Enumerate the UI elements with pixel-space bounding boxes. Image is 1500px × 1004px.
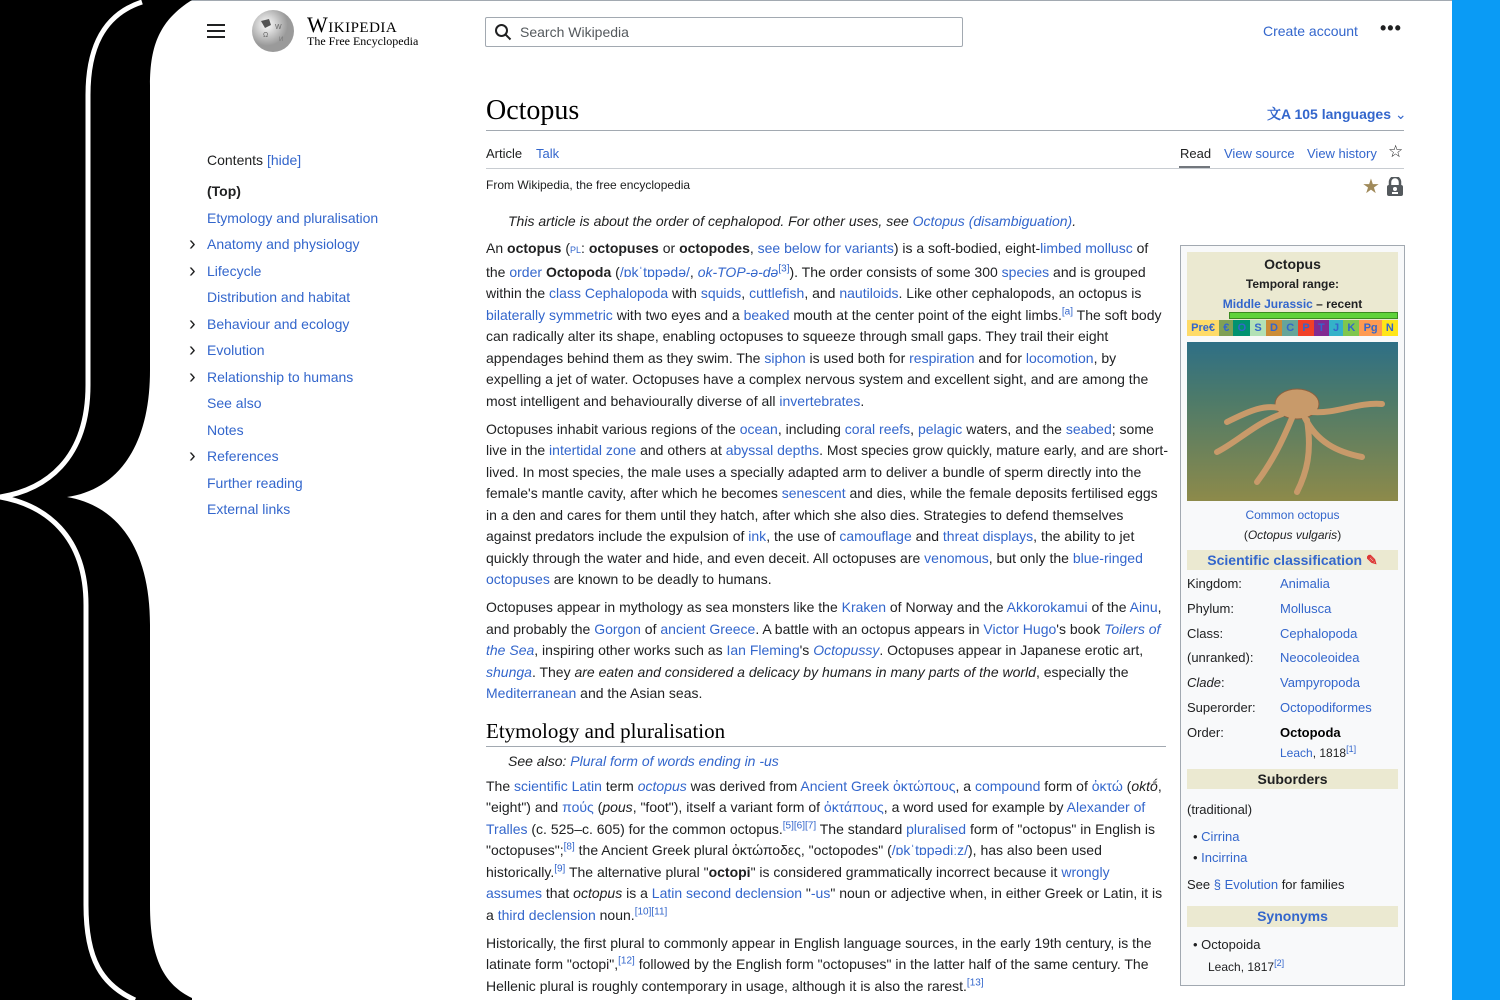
article-link[interactable]: Akkorokamui [1006,599,1088,615]
text: This article is about the order of cephalopod. For other uses, see [508,213,913,229]
toc-label: Contents [207,152,264,168]
tab-talk[interactable]: Talk [536,146,560,161]
text: noun. [595,906,635,923]
text: " is considered grammatically incorrect because it [750,863,1062,880]
suborder-link[interactable]: Incirrina [1201,850,1248,865]
reference-link[interactable]: [8] [563,841,575,853]
bold-term: octopodes [679,240,750,256]
article-link[interactable]: class [549,285,581,301]
text: with [668,285,701,301]
svg-text:Ω: Ω [263,32,269,39]
text: Octopuses appear in mythology as sea monsters like the [486,599,842,615]
article-link[interactable]: /ɒkˈtɒpədə/ [619,263,690,280]
translate-icon: 文A [1267,106,1291,122]
text: of the [486,240,1149,280]
protection-lock-icon[interactable] [1387,177,1403,196]
synonym-name: Octopoida [1201,937,1261,952]
article-link[interactable]: compound [974,777,1041,794]
text: and others at [636,442,726,458]
article-link[interactable]: Mediterranean [486,685,577,701]
chevron-right-icon[interactable]: › [189,259,196,282]
article-link[interactable]: ὀκτώ [1091,777,1123,794]
reference-link[interactable]: [5][6][7] [782,819,817,831]
text: the Ancient Greek plural ὀκτώποδες, "octopodes" ( [574,842,892,858]
authority-year: , 1818 [1312,746,1347,760]
text: , and probably the [486,599,1162,637]
text: ; some live in the [486,420,1154,458]
divider [486,130,1404,131]
text: , a word used for example by [883,799,1067,815]
text: . A battle with an octopus appears in [755,620,984,637]
top-border [0,0,1452,1]
article-link[interactable]: Ian Fleming [726,642,800,658]
rank-label: Order: [1187,724,1224,740]
article-link[interactable]: scientific Latin [514,777,602,794]
synonym-authority [1208,958,1284,974]
text: Historically, the first plural to commonly appear in English language sources, in the early 19th century, is the latinate form "octopi", [486,934,1152,972]
edit-pencil-icon[interactable]: ✎ [1366,552,1378,568]
article-link[interactable]: limbed [1040,240,1082,256]
period-cells [1187,320,1398,336]
text: . Octopuses appear in Japanese erotic art, [879,642,1144,658]
bold-term: octopus [507,240,562,256]
text: ). The order consists of some 300 [789,263,1002,280]
wikipedia-wordmark: Wikipedia [307,12,398,37]
toc-item[interactable]: External links [207,501,291,517]
article-link[interactable]: locomotion [1025,349,1094,366]
citation [783,820,816,831]
reference-link[interactable]: [12] [618,955,635,967]
chevron-right-icon[interactable]: › [189,339,196,361]
citation [778,263,789,274]
bold-term: octopi [708,863,751,880]
article-link[interactable]: coral reefs [844,420,911,437]
article-link[interactable]: ancient Greece [660,620,756,637]
section-heading: Etymology and pluralisation [486,719,1166,747]
article-link[interactable]: Octopussy [813,642,880,658]
text: , including [777,420,845,437]
paragraph-lead-3 [486,597,1168,705]
search-input[interactable] [520,24,940,40]
citation [564,841,575,852]
text: " noun or adjective when, in either Greek or Latin, it is a [486,885,1163,923]
reference-link[interactable]: [1] [1346,744,1357,754]
text: . [860,392,865,409]
article-link[interactable]: PL [570,245,582,255]
toc-item[interactable]: Lifecycle [207,262,262,279]
rank-value[interactable]: Mollusca [1280,600,1332,616]
article-link[interactable]: Plural form of words ending in -us [570,752,779,769]
toc-item[interactable]: See also [207,395,262,411]
classification-row [1187,650,1360,666]
article-link[interactable]: threat displays [942,528,1034,544]
chevron-right-icon[interactable]: › [189,233,196,255]
text: and [911,528,943,544]
text: The alternative plural " [565,863,709,880]
article-link[interactable]: seabed [1065,420,1112,437]
suborder-link[interactable]: Cirrina [1201,829,1240,844]
wikipedia-tagline: The Free Encyclopedia [307,34,419,48]
reference-link[interactable]: [9] [554,862,566,874]
suborders-heading: Suborders [1187,769,1398,789]
article-link[interactable]: ὀκτάπους [823,799,884,815]
article-link[interactable]: octopus [637,777,687,794]
rank-label: Clade [1187,675,1221,691]
text: . Like other cephalopods, an octopus is [898,285,1142,301]
citation [967,977,984,988]
article-link[interactable]: species [1001,263,1050,280]
text: " [802,885,811,901]
article-link[interactable]: third declension [497,906,596,923]
article-link[interactable]: order [509,263,543,280]
text: The standard [816,820,907,837]
rank-value[interactable]: Octopodiformes [1280,700,1372,715]
text: that [542,885,574,901]
article-link[interactable]: blue-ringed octopuses [486,549,1143,587]
period-1[interactable]: € [1219,320,1233,336]
bold-term: octopuses [588,240,659,256]
text: of Norway and the [886,599,1007,615]
synonym-authority-text: Leach, 1817 [1208,960,1275,974]
toc-item[interactable]: Further reading [207,474,303,491]
text: The soft body can radically alter its shape, enabling octopuses to squeeze through small gaps. They trail their eight appendages behind them as they swim. The [486,306,1162,366]
window-edge [1452,0,1500,1000]
article-link[interactable]: senescent [781,485,846,501]
chevron-right-icon[interactable]: › [189,365,196,388]
infobox [1180,245,1405,986]
text: followed by the English form "octopuses" in the latter half of the same century. The Hellenic plural is roughly contemporary in usage, although it is also the rarest. [486,956,1149,994]
toc-item[interactable]: Behaviour and ecology [207,315,350,332]
text: 's book [1056,620,1105,637]
text: . Most species grow quickly, mature early, and are short-lived. In most species, the male uses a specially adapted arm to deliver a bundle of sperm directly into the female's mantle cavity, after which he becomes [486,442,1168,501]
divider [486,168,1404,169]
page-title: Octopus [486,95,580,126]
evolution-section-link[interactable]: § Evolution [1213,877,1279,892]
article-link[interactable]: invertebrates [779,392,861,409]
text: , and [804,285,840,301]
article-link[interactable]: nautiloids [839,285,899,301]
tab-view-source[interactable]: View source [1224,146,1295,161]
text: ), has also been used historically. [486,842,1102,880]
classification-row [1187,625,1358,641]
text: with two eyes and a [612,306,744,323]
article-link[interactable]: siphon [764,349,806,366]
text: , the ability to jet quickly through the water and hide, and even deceit. All octopuses are [486,528,1135,566]
language-count: 105 languages [1294,106,1391,122]
text: form of [1040,777,1092,794]
text: , [749,240,758,256]
tab-view-history[interactable]: View history [1307,146,1377,161]
text: was derived from [686,777,801,794]
featured-article-star-icon[interactable]: ★ [1362,176,1380,198]
period-11[interactable]: N [1382,320,1398,336]
text: : [581,240,589,256]
text: is a [622,885,652,901]
site-subtitle: From Wikipedia, the free encyclopedia [486,178,691,192]
article-link[interactable]: πούς [562,799,594,815]
period-10[interactable]: Pg [1359,320,1381,336]
text: of [640,620,661,637]
reference-link[interactable]: [3] [778,262,790,274]
reference-link[interactable]: [2] [1274,958,1285,968]
citation [554,863,565,874]
text: , but only the [988,549,1073,566]
text: and is grouped within the [486,263,1146,301]
image-caption-species: (Octopus vulgaris) [1243,528,1342,542]
article-link[interactable]: abyssal depths [725,442,820,458]
text: , [741,285,750,301]
image-caption-link[interactable]: Common octopus [1245,508,1340,522]
geologic-timeline [1187,312,1398,336]
rank-label: (unranked): [1187,650,1254,666]
rank-value[interactable]: Neocoleoidea [1280,650,1360,666]
text: are known to be deadly to humans. [549,571,772,587]
suborders-note: (traditional) [1187,802,1253,817]
article-link[interactable]: squids [700,285,742,301]
colon: : [1220,675,1225,691]
text: (c. 525–c. 605) for the common octopus. [527,820,783,837]
rank-label: Superorder: [1187,700,1256,715]
text: . They [531,663,575,680]
see-families-note [1187,877,1345,892]
reference-link[interactable]: [a] [1061,305,1074,317]
article-link[interactable]: Toilers of the Sea [486,620,1161,658]
text: waters, and the [962,420,1066,437]
text: ( [561,240,571,256]
text: The [486,777,515,794]
paragraph-etymology-1 [486,776,1168,927]
language-button[interactable] [1267,104,1407,124]
rank-label: Kingdom: [1187,576,1242,591]
text: , a [955,777,975,794]
article-link[interactable]: Octopus (disambiguation) [912,213,1073,229]
rank-value: Octopoda [1280,724,1341,740]
period-7[interactable]: T [1314,320,1329,336]
rank-value[interactable]: Vampyropoda [1280,675,1360,691]
svg-text:И: И [279,37,284,43]
classification-row [1187,600,1332,616]
temporal-range-end: – recent [1312,297,1363,311]
reference-link[interactable]: [13] [966,976,984,988]
citation [635,906,668,917]
classification-heading [1187,550,1398,570]
search-box[interactable] [485,17,963,47]
article-link[interactable]: cuttlefish [749,285,805,301]
octopus-photo[interactable] [1187,342,1398,501]
article-link[interactable]: pluralised [906,820,967,837]
toc-item[interactable]: Distribution and habitat [207,289,351,305]
article-link[interactable]: -us [810,885,831,901]
chevron-right-icon[interactable]: › [189,445,196,467]
hatnote [508,211,1168,231]
article-link[interactable]: camouflage [839,528,912,544]
article-link[interactable]: shunga [486,663,532,680]
classification-row [1187,700,1372,715]
text: , by expelling a jet of water. Octopuses have a complex nervous system and excellent sight, and are among the most intelligent and behaviourally diverse of all [486,349,1149,409]
article-link[interactable]: Ancient Greek [800,777,890,794]
text: An [486,240,508,256]
text: . [1072,213,1077,229]
toc-item[interactable]: Etymology and pluralisation [207,209,379,226]
tab-article[interactable]: Article [486,146,523,161]
text: is used both for [805,349,910,366]
article-link[interactable]: respiration [909,349,975,366]
main-menu-button[interactable] [207,24,225,38]
classification-row [1187,724,1341,740]
italic-text: pous [602,799,633,815]
infobox-title: Octopus [1264,256,1321,272]
citation [1062,306,1073,317]
rank-label: Phylum: [1187,600,1234,616]
curly-brace-decoration [0,0,200,1000]
article-link[interactable]: venomous [924,549,989,566]
text: ( [611,263,620,280]
rank-label: Class: [1187,625,1224,641]
article-link[interactable]: beaked [743,306,790,323]
period-5[interactable]: C [1282,320,1298,336]
paragraph-etymology-2 [486,933,1168,998]
svg-text:W: W [275,24,282,31]
temporal-range-bar [1229,312,1398,319]
synonyms-heading: Synonyms [1187,906,1398,927]
toc-header [207,152,301,168]
article-link[interactable]: /ɒkˈtɒpədiːz/ [891,842,969,858]
period-0[interactable]: Pre€ [1187,320,1219,336]
text: , the use of [766,528,840,544]
article-link[interactable]: ὀκτώπους [893,777,956,794]
article-link[interactable]: Latin second declension [651,885,803,901]
text: term [601,777,638,794]
synonym-item: • Octopoida [1193,937,1261,952]
article-link[interactable]: Ainu [1129,599,1158,615]
article-link[interactable]: Gorgon [594,620,641,637]
temporal-range-label: Temporal range: [1245,277,1340,291]
article-body [486,211,1168,1004]
text: , "eight") and [486,777,1162,815]
article-link[interactable]: ok-TOP-ə-də [697,263,779,280]
classification-heading-text: Scientific classification [1207,552,1363,568]
text: Octopuses inhabit various regions of the [486,420,740,437]
classification-row [1187,675,1360,691]
rank-value[interactable]: Animalia [1280,576,1330,591]
text: , especially the [1035,663,1129,680]
create-account-link[interactable]: Create account [1263,23,1358,39]
text: and the Asian seas. [576,685,703,701]
article-link[interactable]: Victor Hugo [983,620,1057,637]
text: ( [1122,777,1132,794]
toc-item[interactable]: Anatomy and physiology [207,236,360,252]
paragraph-lead-2 [486,419,1168,591]
toc-item[interactable]: Relationship to humans [207,368,354,385]
text: , "foot"), itself a variant form of [632,799,824,815]
text: or [658,240,680,256]
see-pre: See [1187,877,1214,892]
text: and dies, while the female deposits fertilised eggs in a den and cares for them until they hatch, after which she also dies. Strategies to defend themselves against predators include the expulsion of [486,485,1158,544]
text: , [910,420,918,437]
toc-item[interactable]: Evolution [207,342,265,358]
search-icon [494,23,512,41]
toc-hide-link[interactable]: [hide] [266,152,302,168]
article-link[interactable]: see below for variants [757,240,894,256]
period-8[interactable]: J [1329,320,1343,336]
toc-item[interactable]: (Top) [207,183,241,199]
text: 's [799,642,814,658]
authority-link[interactable]: Leach [1280,746,1313,760]
rank-value[interactable]: Cephalopoda [1280,625,1358,641]
article-link[interactable]: Alexander of Tralles [486,799,1146,837]
text: , [689,263,698,280]
period-4[interactable]: D [1266,320,1282,336]
article-link[interactable]: bilaterally symmetric [486,306,613,323]
period-3[interactable]: S [1250,320,1266,336]
text: , inspiring other works such as [534,642,727,658]
suborder-item: • Incirrina [1193,850,1248,865]
watch-star-icon[interactable]: ☆ [1388,142,1404,161]
reference-link[interactable]: [10][11] [634,905,668,917]
chevron-right-icon[interactable]: › [189,312,196,335]
article-link[interactable]: ocean [739,420,778,437]
article-link[interactable]: wrongly assumes [486,863,1110,901]
see-also-note [508,751,1168,771]
text: mouth at the center point of the eight limbs. [789,306,1062,323]
article-link[interactable]: Cephalopoda [584,285,669,301]
italic-text: octopus [573,885,623,901]
wikipedia-globe-logo[interactable] [249,9,297,53]
text: of the [1087,599,1130,615]
article-link[interactable]: mollusc [1085,240,1133,256]
citation [618,955,635,966]
italic-text: are eaten and considered a delicacy by humans in many parts of the world [574,663,1036,680]
classification-row [1187,576,1330,591]
article-link[interactable]: Kraken [841,599,886,615]
chevron-down-icon: ⌄ [1394,106,1407,122]
text: and for [974,349,1026,366]
period-6[interactable]: P [1298,320,1314,336]
toc-item[interactable]: Notes [207,421,244,438]
article-link[interactable]: intertidal zone [549,442,637,458]
suborder-item: • Cirrina [1193,829,1240,844]
toc-item[interactable]: References [207,448,279,464]
bold-term: Octopoda [545,263,612,280]
more-options-icon[interactable]: ••• [1380,18,1402,38]
period-9[interactable]: K [1343,320,1359,336]
text: form of "octopus" in English is "octopuses"; [486,820,1155,858]
article-link[interactable]: ink [748,528,767,544]
see-post: for families [1278,877,1345,892]
temporal-range-link[interactable]: Middle Jurassic [1222,297,1313,311]
text: ) is a soft-bodied, eight- [893,240,1041,256]
text: See also: [508,752,571,769]
paragraph-lead-1 [486,238,1168,412]
period-2[interactable]: O [1233,320,1250,336]
article-link[interactable]: pelagic [917,420,963,437]
text: ( [593,799,603,815]
species-name: Octopus vulgaris [1247,528,1338,542]
tab-read[interactable]: Read [1180,146,1212,161]
italic-text: oktṓ [1131,777,1158,794]
